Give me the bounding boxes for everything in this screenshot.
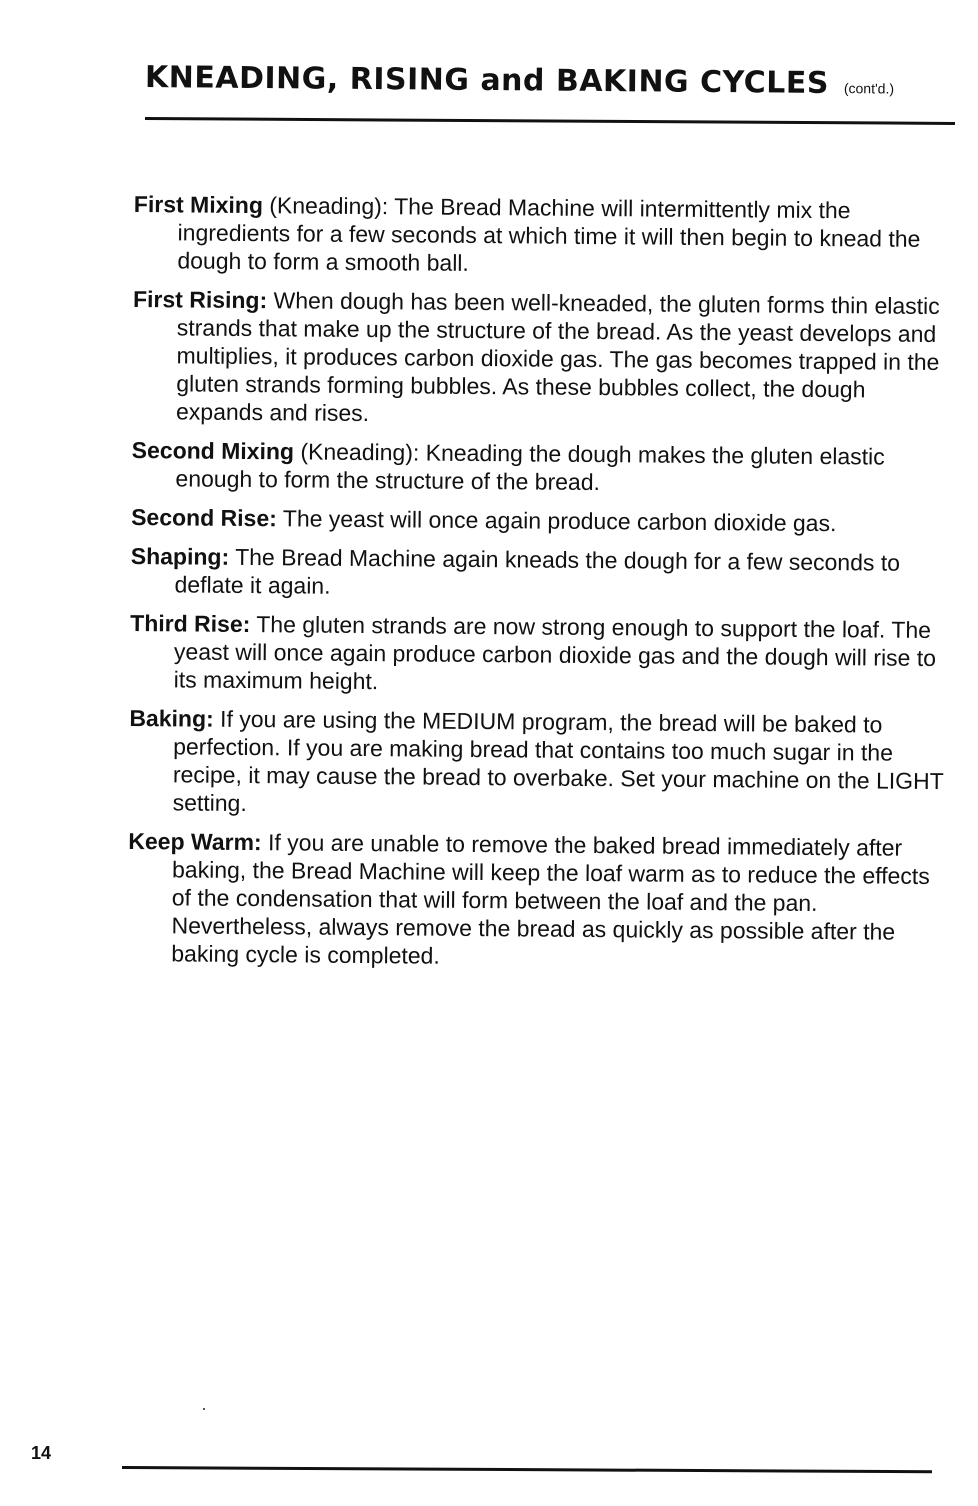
entry-text: If you are unable to remove the baked bread immediately after baking, the Bread Machine will keep the loaf warm as to reduce the effects of the condensation that will form between the loaf and the pan. Nevertheless, always remove the bread as quickly as possible after the baking cycle is completed. <box>171 829 930 969</box>
page-title <box>145 60 894 102</box>
entry-first-mixing <box>133 190 949 281</box>
page-title-text: KNEADING, RISING and BAKING CYCLES <box>144 60 830 101</box>
entry-shaping <box>130 542 945 605</box>
entry-third-rise <box>130 609 946 700</box>
entry-term: First Mixing <box>133 190 264 219</box>
entry-baking <box>129 704 945 823</box>
page-number: 14 <box>31 1443 52 1463</box>
entry-term: First Rising: <box>132 285 268 314</box>
entry-keep-warm <box>127 827 943 974</box>
entry-text: (Kneading): The Bread Machine will intermittently mix the ingredients for a few seconds at which time it will then begin to knead the dough to form a smooth ball. <box>177 192 921 276</box>
entry-term: Second Mixing <box>131 436 295 465</box>
continued-note: (cont'd.) <box>843 80 895 97</box>
cycle-descriptions <box>127 190 949 985</box>
entry-term: Second Rise: <box>131 503 277 532</box>
entry-term: Third Rise: <box>130 609 251 638</box>
entry-text: The Bread Machine again kneads the dough for a few seconds to deflate it again. <box>174 543 901 599</box>
entry-text: The gluten strands are now strong enough to support the loaf. The yeast will once again produce carbon dioxide gas and the dough will rise to its maximum height. <box>173 611 937 695</box>
entry-text: The yeast will once again produce carbon dioxide gas. <box>276 505 837 537</box>
footer-divider <box>122 1466 932 1473</box>
entry-text: If you are using the MEDIUM program, the bread will be baked to perfection. If you are making bread that contains too much sugar in the recipe, it may cause the bread to overbake. Set your machine on the LIGHT setting. <box>172 705 944 817</box>
entry-term: Shaping: <box>130 542 230 570</box>
entry-text: When dough has been well-kneaded, the gluten forms thin elastic strands that make up the structure of the bread. As the yeast develops and multiplies, it produces carbon dioxide gas. The gas becomes trapped in the gluten strands forming bubbles. As these bubbles collect, the dough expands and rises. <box>175 287 940 427</box>
entry-term: Baking: <box>129 704 214 732</box>
scan-speck <box>203 1408 205 1410</box>
entry-first-rising <box>132 285 948 432</box>
entry-second-rise <box>131 503 946 538</box>
entry-term: Keep Warm: <box>128 827 262 856</box>
entry-second-mixing <box>131 436 946 499</box>
entry-text: (Kneading): Kneading the dough makes the gluten elastic enough to form the structure of the bread. <box>175 438 885 496</box>
title-divider <box>145 117 955 125</box>
